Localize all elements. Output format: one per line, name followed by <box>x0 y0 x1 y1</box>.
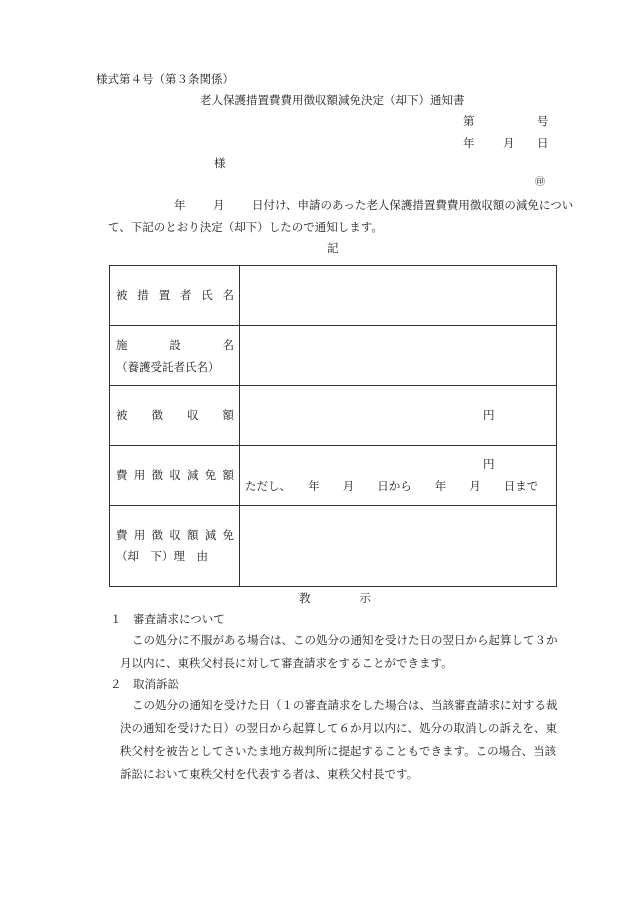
number-prefix: 第 <box>463 114 475 128</box>
section-heading: ２ 取消訴訟 <box>110 677 179 691</box>
table-row-divider <box>110 385 556 386</box>
document-title: 老人保護措置費費用徴収額減免決定（却下）通知書 <box>200 93 465 107</box>
notice-line-1: 日付け、申請のあった老人保護措置費費用徴収額の減免につい <box>252 198 574 212</box>
date-month: 月 <box>503 136 515 150</box>
label-facility-name: 施 設 名 <box>116 338 234 352</box>
notice-year: 年 <box>174 198 186 212</box>
label-reason-rejected: （却 下）理 由 <box>116 549 208 563</box>
date-year: 年 <box>463 136 475 150</box>
notice-line-2: て、下記のとおり決定（却下）したので通知します。 <box>108 220 383 234</box>
label-collected-amount: 被 徴 収 額 <box>116 408 234 422</box>
label-recipient-name: 被 措 置 者 氏 名 <box>116 288 234 302</box>
date-day: 日 <box>537 136 549 150</box>
label-reduction-amount: 費 用 徴 収 減 免 額 <box>116 468 234 482</box>
yen-collected-amount: 円 <box>483 408 495 422</box>
yen-reduction-amount: 円 <box>483 457 495 471</box>
ki-heading: 記 <box>327 241 339 255</box>
label-foster-name: （養護受託者氏名） <box>116 360 220 374</box>
form-number: 様式第４号（第３条関係） <box>96 72 234 86</box>
seal-mark: ㊞ <box>535 177 545 188</box>
table-column-divider <box>239 266 240 586</box>
table-row-divider <box>110 325 556 326</box>
section-text-line: 訴訟において東秩父村を代表する者は、東秩父村長です。 <box>120 767 419 781</box>
table-row-divider <box>110 445 556 446</box>
section-text-line: 月以内に、東秩父村長に対して審査請求をすることができます。 <box>120 656 453 670</box>
section-text-line: 決の通知を受けた日）の翌日から起算して６か月以内に、処分の取消しの訴えを、東 <box>120 721 557 735</box>
table-row-divider <box>110 505 556 506</box>
notice-month: 月 <box>213 198 225 212</box>
section-text-line: この処分の通知を受けた日（１の審査請求をした場合は、当該審査請求に対する裁 <box>132 698 558 712</box>
reduction-period: ただし、 年 月 日から 年 月 日まで <box>245 479 539 493</box>
label-reason: 費 用 徴 収 額 減 免 <box>116 528 234 542</box>
decision-table <box>109 265 557 587</box>
section-text-line: 秩父村を被告としてさいたま地方裁判所に提起することもできます。この場合、当該 <box>120 744 557 758</box>
addressee-honorific: 様 <box>214 156 226 170</box>
section-text-line: この処分に不服がある場合は、この処分の通知を受けた日の翌日から起算して３か <box>132 633 558 647</box>
number-suffix: 号 <box>537 114 549 128</box>
section-heading: １ 審査請求について <box>110 612 225 626</box>
kyoji-heading: 教 示 <box>299 591 371 605</box>
